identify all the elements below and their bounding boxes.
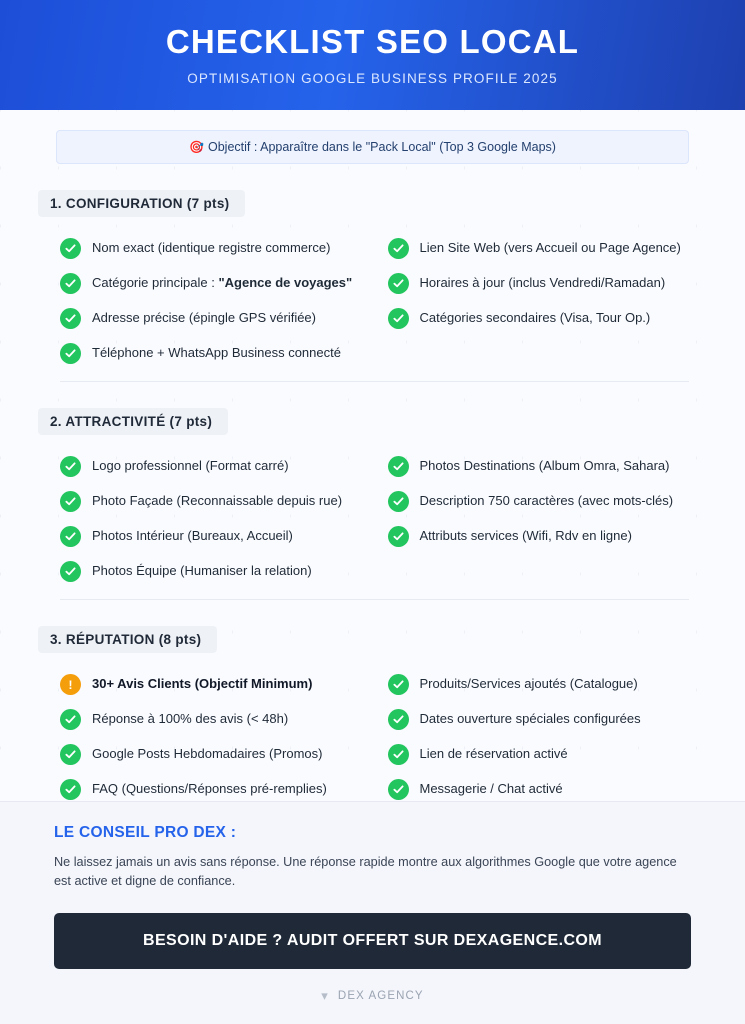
checklist-body <box>0 110 745 801</box>
checklist-item[interactable] <box>388 702 690 737</box>
section-items <box>38 667 707 801</box>
checklist-item[interactable] <box>388 772 690 801</box>
check-icon <box>60 308 81 329</box>
check-icon <box>388 744 409 765</box>
checklist-item[interactable] <box>60 266 362 301</box>
page-subtitle: OPTIMISATION GOOGLE BUSINESS PROFILE 2025 <box>187 70 558 86</box>
section-heading: 3. RÉPUTATION (8 pts) <box>38 626 217 653</box>
check-icon <box>60 709 81 730</box>
chevron-down-icon: ▾ <box>321 988 329 1003</box>
section-items <box>38 449 707 589</box>
checklist-item[interactable] <box>60 772 362 801</box>
checklist-item[interactable] <box>60 519 362 554</box>
check-icon <box>60 491 81 512</box>
check-icon <box>60 456 81 477</box>
check-icon <box>60 238 81 259</box>
section-attractivite <box>28 408 717 600</box>
checklist-item[interactable] <box>60 554 362 589</box>
checklist-item[interactable] <box>60 336 362 371</box>
checklist-item-label: Lien Site Web (vers Accueil ou Page Agence) <box>419 240 681 256</box>
page-header <box>0 0 745 110</box>
bullseye-icon: 🎯 <box>189 140 204 154</box>
check-icon <box>60 779 81 800</box>
checklist-item-label: Horaires à jour (inclus Vendredi/Ramadan) <box>419 275 666 291</box>
checklist-item[interactable] <box>60 301 362 336</box>
checklist-item[interactable] <box>60 231 362 266</box>
section-divider <box>60 381 689 382</box>
check-icon <box>60 561 81 582</box>
checklist-item[interactable] <box>388 231 690 266</box>
check-icon <box>388 238 409 259</box>
check-icon <box>388 674 409 695</box>
check-icon <box>388 273 409 294</box>
checklist-item[interactable] <box>60 667 362 702</box>
check-icon <box>388 709 409 730</box>
checklist-item-label: FAQ (Questions/Réponses pré-remplies) <box>92 781 327 797</box>
check-icon <box>388 491 409 512</box>
checklist-item-label: Dates ouverture spéciales configurées <box>419 711 641 727</box>
cta-button[interactable]: BESOIN D'AIDE ? AUDIT OFFERT SUR DEXAGENCE.COM <box>54 913 691 969</box>
checklist-item[interactable] <box>60 449 362 484</box>
check-icon <box>388 526 409 547</box>
section-heading: 2. ATTRACTIVITÉ (7 pts) <box>38 408 228 435</box>
objective-text: Objectif : Apparaître dans le "Pack Local" (Top 3 Google Maps) <box>208 140 556 154</box>
checklist-item-label: Photo Façade (Reconnaissable depuis rue) <box>92 493 343 509</box>
checklist-item-label: Téléphone + WhatsApp Business connecté <box>92 345 341 361</box>
tip-text: Ne laissez jamais un avis sans réponse. Une réponse rapide montre aux algorithmes Google que votre agence est active et digne de confiance. <box>54 854 677 888</box>
brand-label: DEX AGENCY <box>337 989 424 1002</box>
check-icon <box>60 744 81 765</box>
checklist-item[interactable] <box>388 519 690 554</box>
checklist-item[interactable] <box>388 667 690 702</box>
checklist-item[interactable] <box>388 449 690 484</box>
footer-section <box>0 801 745 1024</box>
checklist-item[interactable] <box>60 702 362 737</box>
section-items <box>38 231 707 371</box>
checklist-item-label: Nom exact (identique registre commerce) <box>92 240 331 256</box>
checklist-item-label: Photos Équipe (Humaniser la relation) <box>92 563 312 579</box>
checklist-item-label: Lien de réservation activé <box>419 746 568 762</box>
checklist-item[interactable] <box>60 737 362 772</box>
section-divider <box>60 599 689 600</box>
brand-footer <box>54 989 691 1014</box>
tip-title: LE CONSEIL PRO DEX : <box>54 823 237 841</box>
checklist-item-label: Adresse précise (épingle GPS vérifiée) <box>92 310 316 326</box>
check-icon <box>60 526 81 547</box>
checklist-item-label: Google Posts Hebdomadaires (Promos) <box>92 746 323 762</box>
checklist-item-label: Logo professionnel (Format carré) <box>92 458 289 474</box>
alert-icon: ! <box>60 674 81 695</box>
checklist-item-label: Photos Destinations (Album Omra, Sahara) <box>419 458 670 474</box>
check-icon <box>60 343 81 364</box>
checklist-item-label: Catégories secondaires (Visa, Tour Op.) <box>419 310 651 326</box>
checklist-item-label: Réponse à 100% des avis (< 48h) <box>92 711 289 727</box>
section-reputation <box>28 626 717 801</box>
checklist-item-label: Messagerie / Chat activé <box>419 781 563 797</box>
checklist-item[interactable] <box>388 737 690 772</box>
check-icon <box>60 273 81 294</box>
check-icon <box>388 308 409 329</box>
checklist-item-label: Photos Intérieur (Bureaux, Accueil) <box>92 528 293 544</box>
checklist-item[interactable] <box>388 484 690 519</box>
section-configuration <box>28 190 717 382</box>
checklist-item-label: Catégorie principale : "Agence de voyages" <box>92 275 353 291</box>
checklist-item-label: 30+ Avis Clients (Objectif Minimum) <box>92 676 313 692</box>
page-title: CHECKLIST SEO LOCAL <box>165 23 580 61</box>
checklist-item[interactable] <box>60 484 362 519</box>
check-icon <box>388 456 409 477</box>
checklist-item-label: Attributs services (Wifi, Rdv en ligne) <box>419 528 632 544</box>
section-heading: 1. CONFIGURATION (7 pts) <box>38 190 245 217</box>
objective-banner <box>56 130 689 164</box>
checklist-item-label: Produits/Services ajoutés (Catalogue) <box>419 676 638 692</box>
checklist-item-label: Description 750 caractères (avec mots-clés) <box>419 493 674 509</box>
checklist-item[interactable] <box>388 266 690 301</box>
check-icon <box>388 779 409 800</box>
checklist-item[interactable] <box>388 301 690 336</box>
